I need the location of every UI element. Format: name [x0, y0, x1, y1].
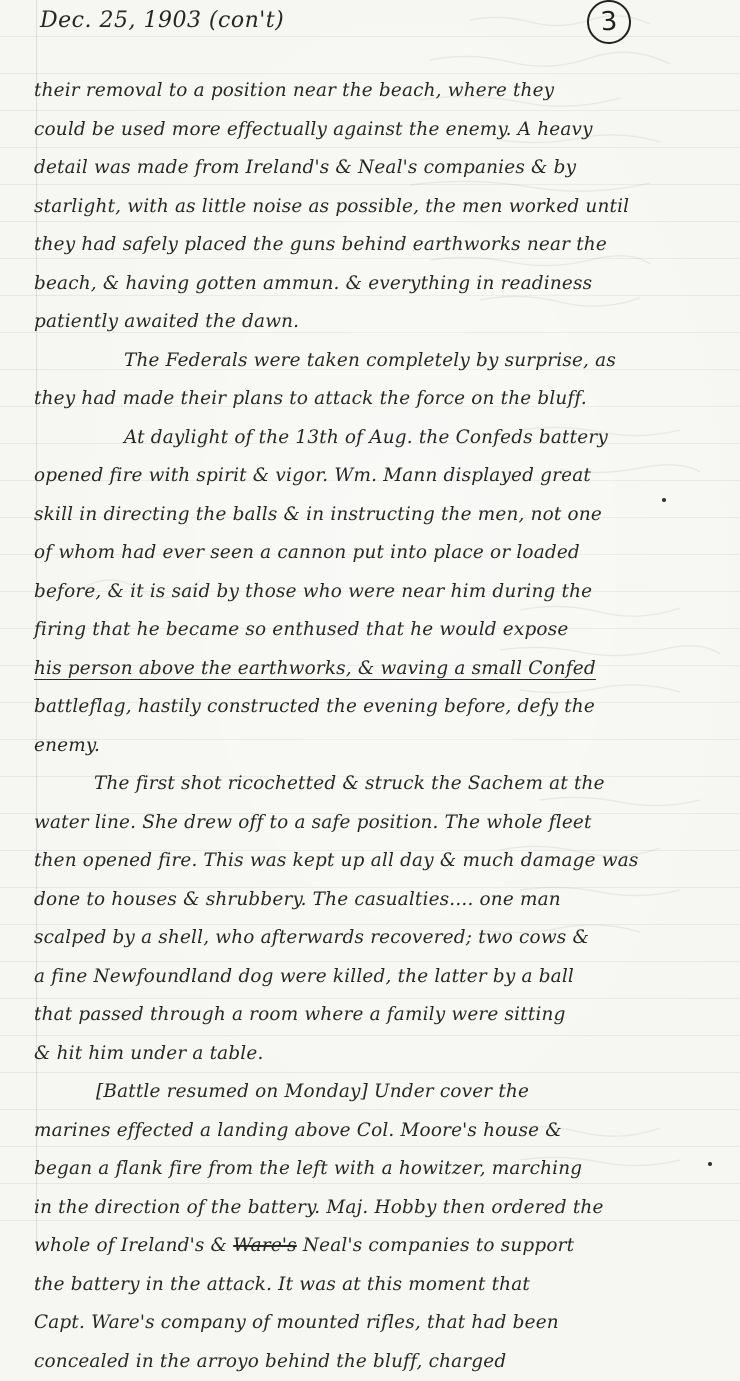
- text-line: [Battle resumed on Monday] Under cover the: [34, 1073, 734, 1112]
- text-line: firing that he became so enthused that he would expose: [34, 611, 734, 650]
- underlined-text: his person above the earthworks, & waving a small Confed: [34, 658, 596, 680]
- page-number: 3: [586, 0, 633, 45]
- handwritten-text-body: [34, 72, 734, 1381]
- text-segment: Neal's companies to support: [297, 1235, 574, 1256]
- text-line: of whom had ever seen a cannon put into place or loaded: [34, 534, 734, 573]
- text-line: the battery in the attack. It was at this moment that: [34, 1266, 734, 1305]
- text-line: & hit him under a table.: [34, 1035, 734, 1074]
- ink-dot: [662, 498, 666, 502]
- page-header: Dec. 25, 1903 (con't): [40, 8, 284, 33]
- text-line: [34, 650, 734, 689]
- text-segment: whole of Ireland's &: [34, 1235, 233, 1256]
- text-line: could be used more effectually against the enemy. A heavy: [34, 111, 734, 150]
- text-line: battleflag, hastily constructed the evening before, defy the: [34, 688, 734, 727]
- text-line: Capt. Ware's company of mounted rifles, that had been: [34, 1304, 734, 1343]
- text-line: before, & it is said by those who were near him during the: [34, 573, 734, 612]
- text-line: skill in directing the balls & in instructing the men, not one: [34, 496, 734, 535]
- text-line: water line. She drew off to a safe position. The whole fleet: [34, 804, 734, 843]
- struck-out-word: Ware's: [233, 1235, 297, 1256]
- text-line: then opened fire. This was kept up all day & much damage was: [34, 842, 734, 881]
- text-line: began a flank fire from the left with a howitzer, marching: [34, 1150, 734, 1189]
- text-line: opened fire with spirit & vigor. Wm. Mann displayed great: [34, 457, 734, 496]
- text-line: scalped by a shell, who afterwards recovered; two cows &: [34, 919, 734, 958]
- text-line: marines effected a landing above Col. Moore's house &: [34, 1112, 734, 1151]
- text-line: a fine Newfoundland dog were killed, the latter by a ball: [34, 958, 734, 997]
- text-line: At daylight of the 13th of Aug. the Confeds battery: [34, 419, 734, 458]
- text-line: they had made their plans to attack the force on the bluff.: [34, 380, 734, 419]
- text-line: patiently awaited the dawn.: [34, 303, 734, 342]
- ink-dot: [708, 1162, 712, 1166]
- text-line: beach, & having gotten ammun. & everything in readiness: [34, 265, 734, 304]
- text-line: The Federals were taken completely by surprise, as: [34, 342, 734, 381]
- text-line: that passed through a room where a family were sitting: [34, 996, 734, 1035]
- text-line: enemy.: [34, 727, 734, 766]
- text-line: they had safely placed the guns behind earthworks near the: [34, 226, 734, 265]
- text-line: concealed in the arroyo behind the bluff, charged: [34, 1343, 734, 1381]
- text-line: [34, 1227, 734, 1266]
- text-line: done to houses & shrubbery. The casualties.... one man: [34, 881, 734, 920]
- text-line: The first shot ricochetted & struck the Sachem at the: [34, 765, 734, 804]
- text-line: starlight, with as little noise as possible, the men worked until: [34, 188, 734, 227]
- text-line: in the direction of the battery. Maj. Hobby then ordered the: [34, 1189, 734, 1228]
- text-line: detail was made from Ireland's & Neal's companies & by: [34, 149, 734, 188]
- text-line: their removal to a position near the beach, where they: [34, 72, 734, 111]
